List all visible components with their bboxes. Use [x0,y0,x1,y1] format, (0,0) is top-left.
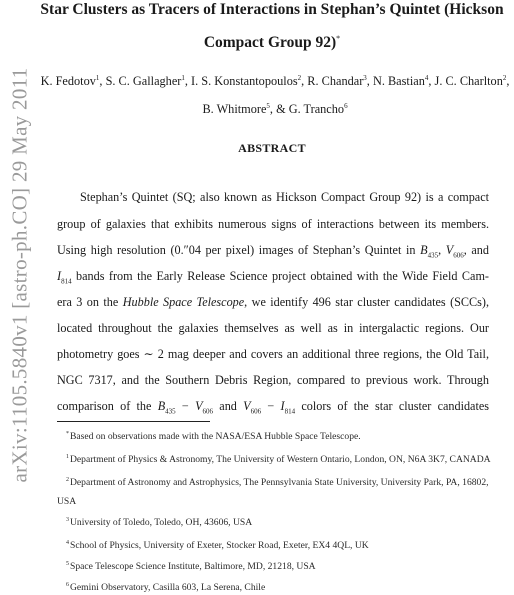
author-list-line-2 [40,92,510,123]
title-text-1: Star Clusters as Tracers of Interactions in Stephan’s Quintet (Hickson [40,1,504,18]
title-footnote-mark: * [336,34,341,43]
footnote: $^5$Space Telescope Science Institute, Baltimore, MD, 21218, USA [66,561,316,573]
footnote: *Based on observations made with the NASA/ESA Hubble Space Telescope. [66,431,361,443]
paper-title-line-1 [40,1,504,19]
author-list-line-1 [40,64,510,95]
author: R. Chandar$^3$, [307,74,373,89]
paper-title-line-2 [40,34,504,52]
author: S. C. Gallagher$^1$, [105,74,192,89]
author: G. Trancho$^6$ [288,102,348,117]
abstract-line: group of galaxies that exhibits numerous signs of interactions between its members. [57,217,489,231]
abstract-line: comparison of the $B_{435} - V_{606}$ and $V_{606} - I_{814}$ colors of the star cluster candidates [57,399,490,416]
abstract-line: photometry goes ∼ 2 mag deeper and covers an additional three regions, the Old Tail, [57,347,489,361]
abstract-line: located throughout the galaxies themselves as well as in intergalactic regions. Our [57,321,489,335]
footnote-divider [57,421,210,422]
arxiv-identifier-stamp: arXiv:1105.5840v1 [astro-ph.CO] 29 May 2011 [7,67,32,483]
abstract-line: era 3 on the Hubble Space Telescope, we identify 496 star cluster candidates (SCCs), [57,295,490,309]
abstract-line: $I_{814}$ bands from the Early Release Science project obtained with the Wide Field Cam- [57,269,489,286]
footnote: $^2$Department of Astronomy and Astrophysics, The Pennsylvania State University, University Park, PA, 16802, [66,477,489,489]
footnote: $^1$Department of Physics & Astronomy, The University of Western Ontario, London, ON, N6A 3K7, CANADA [66,454,491,466]
author: I. S. Konstantopoulos$^2$, [191,74,308,89]
abstract-heading: ABSTRACT [238,141,306,155]
abstract-line: Using high resolution (0.″04 per pixel) images of Stephan’s Quintet in $B_{435}$, $V_{606}$, and [57,243,489,260]
abstract-line: NGC 7317, and the Southern Debris Region, compared to previous work. Through [57,373,489,387]
author: K. Fedotov$^1$, [40,74,106,89]
title-text-2: Compact Group 92) [203,34,337,52]
footnote: $^6$Gemini Observatory, Casilla 603, La Serena, Chile [66,582,266,594]
footnote-continuation: USA [57,496,77,507]
abstract-line: Stephan’s Quintet (SQ; also known as Hickson Compact Group 92) is a compact [80,190,489,204]
footnote: $^3$University of Toledo, Toledo, OH, 43606, USA [66,517,253,529]
author: J. C. Charlton$^2$, [434,74,510,89]
footnote: $^4$School of Physics, University of Exeter, Stocker Road, Exeter, EX4 4QL, UK [66,540,369,552]
author: B. Whitmore$^5$, & [202,102,289,117]
author: N. Bastian$^4$, [372,74,435,89]
